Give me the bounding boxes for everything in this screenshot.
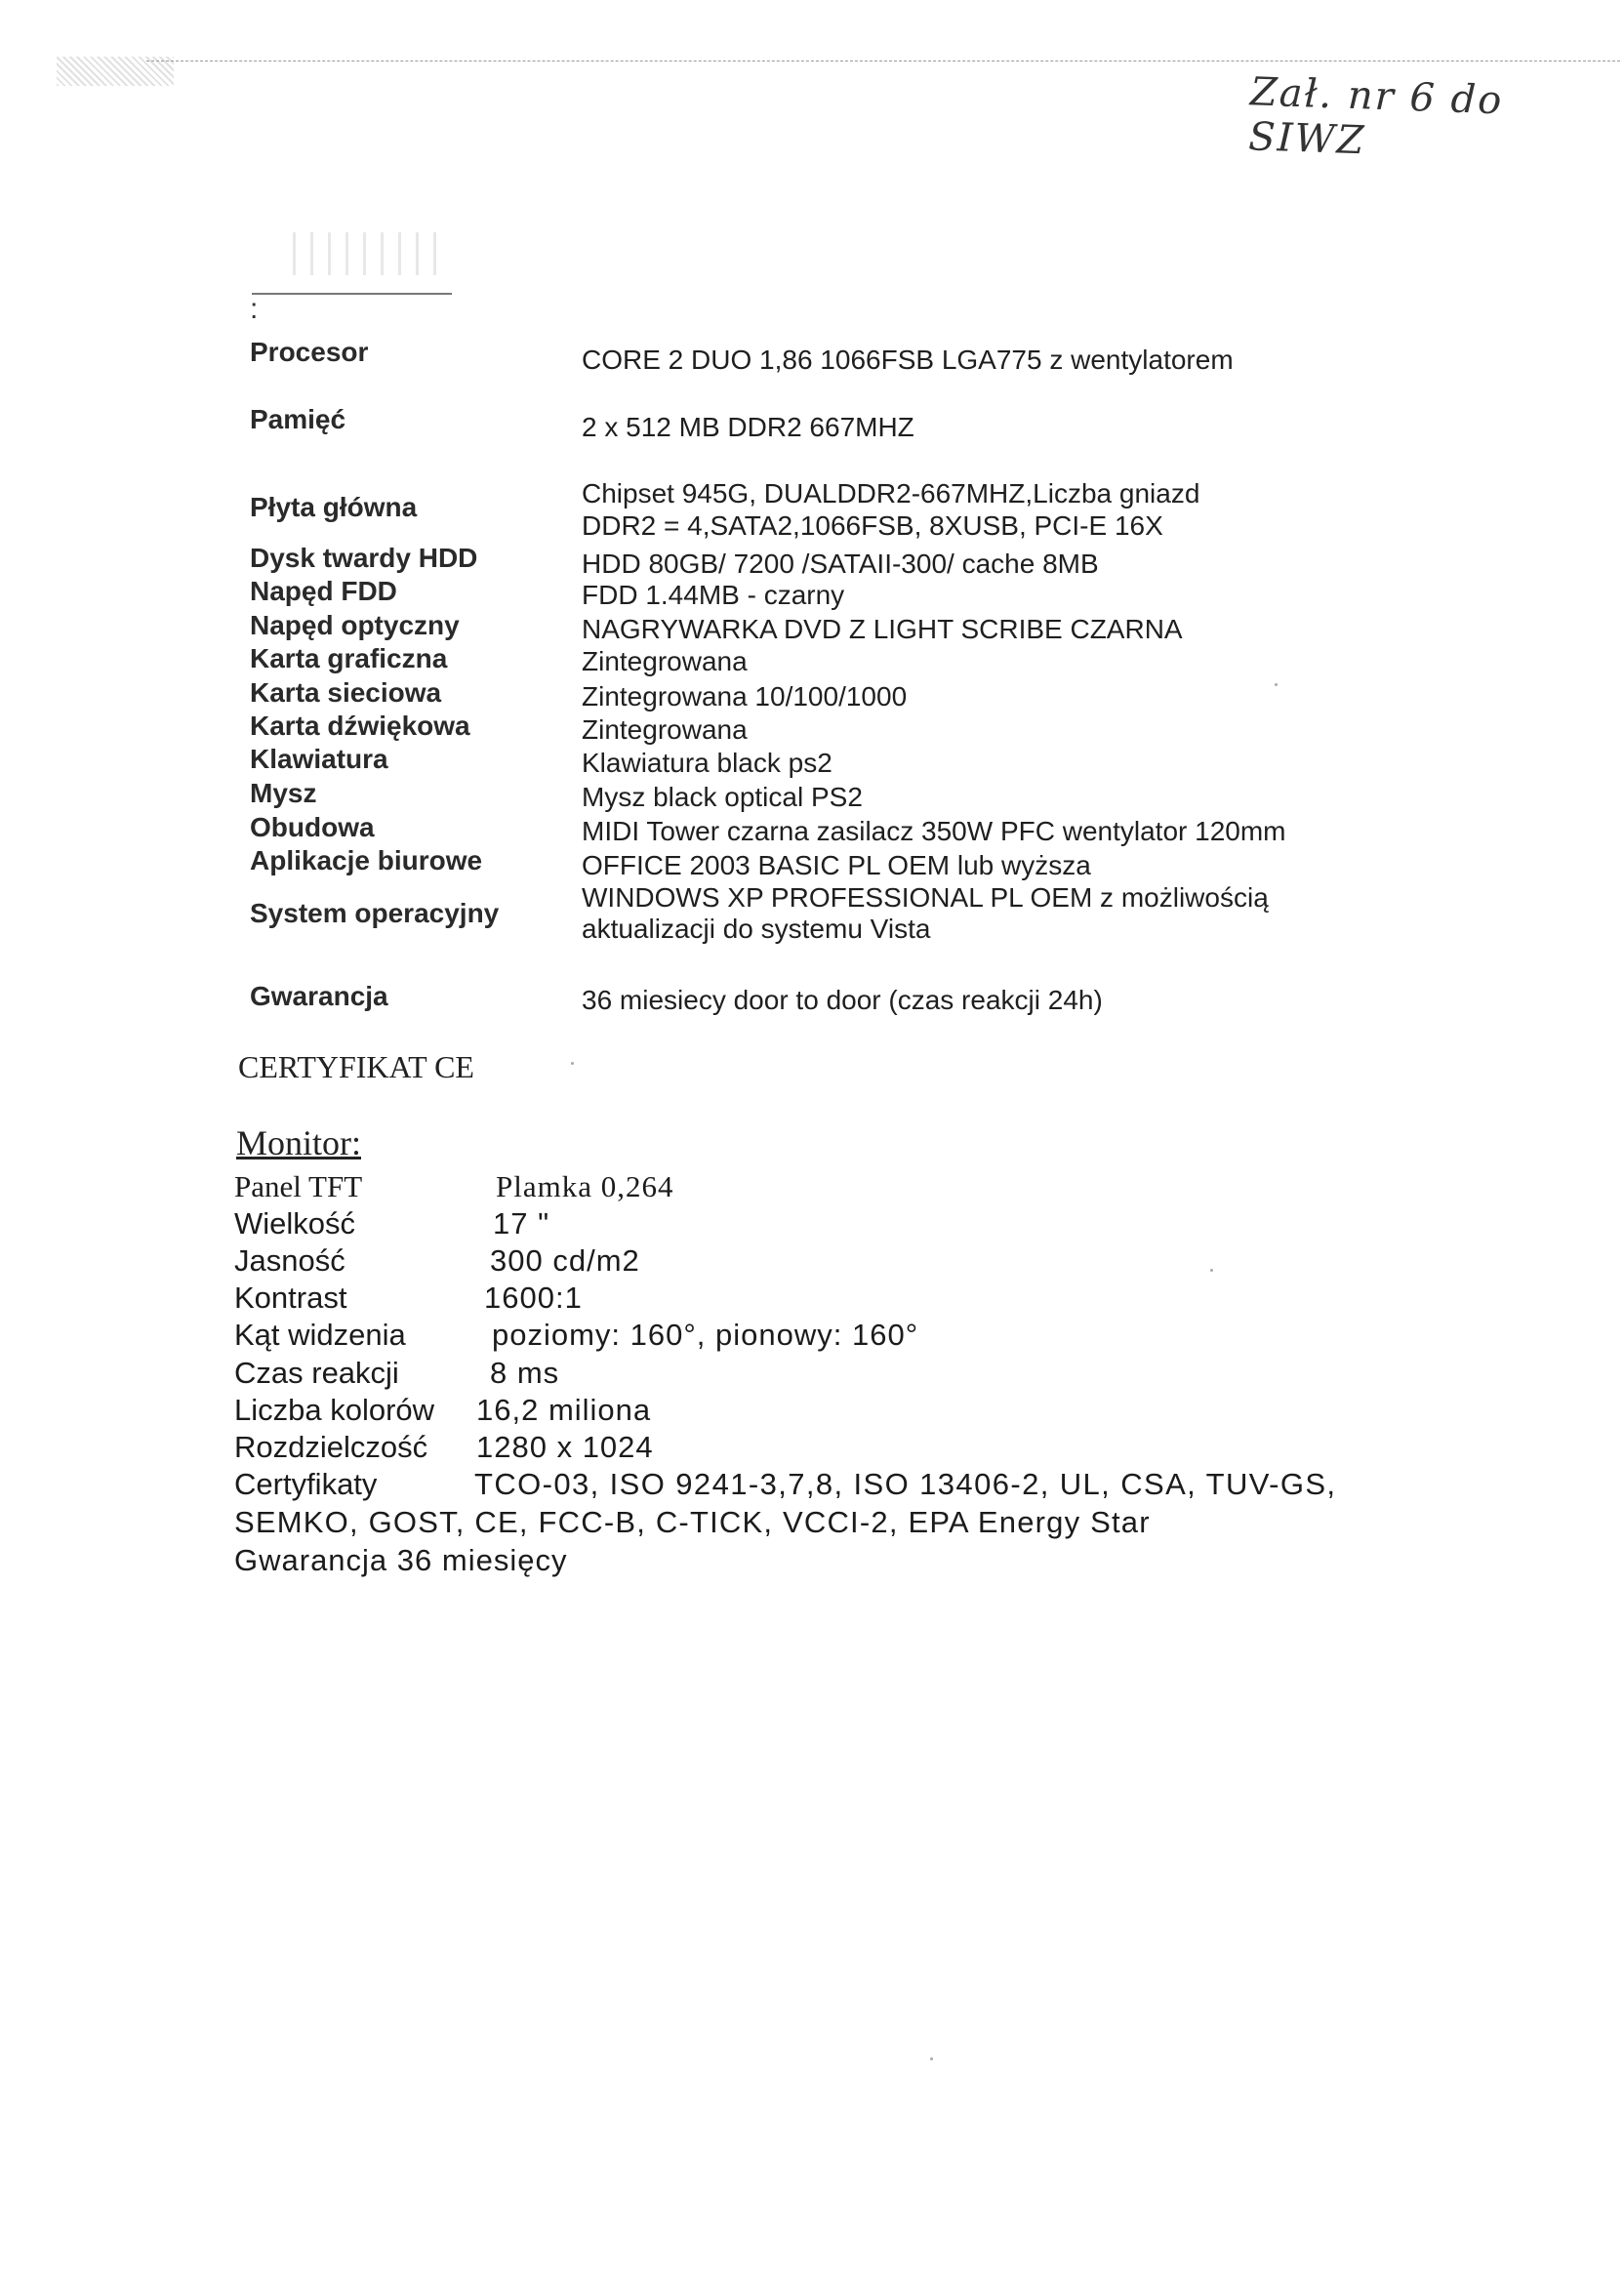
monitor-label: Kąt widzenia [234,1318,406,1352]
scan-speck [1210,1269,1213,1272]
spec-label: Napęd FDD [250,576,397,606]
monitor-value: 300 cd/m2 [490,1243,640,1278]
spec-value: HDD 80GB/ 7200 /SATAII-300/ cache 8MB [582,549,1099,579]
spec-value: Chipset 945G, DUALDDR2-667MHZ,Liczba gniazd [582,478,1200,508]
monitor-label: Certyfikaty [234,1467,378,1501]
monitor-value: 8 ms [490,1356,560,1390]
spec-label: Karta sieciowa [250,677,442,708]
spec-label: Aplikacje biurowe [250,845,483,875]
scan-speck [571,1062,574,1065]
monitor-cert-continuation: SEMKO, GOST, CE, FCC-B, C-TICK, VCCI-2, EPA Energy Star [234,1505,1151,1539]
scan-speck [930,2057,933,2060]
monitor-label: Panel TFT [234,1169,363,1203]
spec-value: WINDOWS XP PROFESSIONAL PL OEM z możliwością [582,882,1269,913]
monitor-value: 1600:1 [484,1281,583,1315]
spec-label: Gwarancja [250,981,388,1011]
spec-value-cont: DDR2 = 4,SATA2,1066FSB, 8XUSB, PCI-E 16X [582,510,1163,541]
spec-label: Procesor [250,337,369,367]
spec-value: Klawiatura black ps2 [582,748,832,778]
spec-value: FDD 1.44MB - czarny [582,580,845,610]
spec-value: Mysz black optical PS2 [582,782,863,812]
spec-value: MIDI Tower czarna zasilacz 350W PFC wentylator 120mm [582,816,1286,846]
spec-value: 2 x 512 MB DDR2 667MHZ [582,412,914,442]
monitor-label: Czas reakcji [234,1356,399,1390]
spec-value: OFFICE 2003 BASIC PL OEM lub wyższa [582,850,1091,880]
spec-value: Zintegrowana [582,714,748,745]
spec-value: CORE 2 DUO 1,86 1066FSB LGA775 z wentylatorem [582,345,1234,375]
monitor-value: 16,2 miliona [476,1393,652,1427]
spec-label: Płyta główna [250,492,418,522]
monitor-value: poziomy: 160°, pionowy: 160° [492,1318,919,1352]
spec-label: Mysz [250,778,317,808]
monitor-label: Kontrast [234,1281,347,1315]
monitor-value: 17 " [493,1206,550,1241]
spec-value: Zintegrowana 10/100/1000 [582,681,908,712]
spec-value: 36 miesiecy door to door (czas reakcji 24h) [582,985,1103,1015]
spec-label: Karta dźwiękowa [250,711,470,741]
spec-label: Karta graficzna [250,643,448,673]
spec-value: NAGRYWARKA DVD Z LIGHT SCRIBE CZARNA [582,614,1183,644]
monitor-label: Rozdzielczość [234,1430,428,1464]
monitor-value: TCO-03, ISO 9241-3,7,8, ISO 13406-2, UL, CSA, TUV-GS, [474,1467,1337,1501]
monitor-warranty: Gwarancja 36 miesięcy [234,1543,568,1577]
handwritten-note: Zał. nr 6 do SIWZ [1247,69,1505,164]
faded-stamp [293,232,439,275]
spec-label: Obudowa [250,812,375,842]
spec-value-cont: aktualizacji do systemu Vista [582,914,931,944]
monitor-label: Wielkość [234,1206,356,1241]
colon-mark: : [250,293,259,325]
spec-label: Dysk twardy HDD [250,543,478,573]
spec-value: Zintegrowana [582,646,748,676]
monitor-label: Liczba kolorów [234,1393,435,1427]
spec-label: System operacyjny [250,898,500,928]
monitor-value: 1280 x 1024 [476,1430,654,1464]
monitor-title: Monitor: [236,1123,362,1162]
scan-speck [1275,683,1278,686]
monitor-value: Plamka 0,264 [496,1169,674,1203]
spec-label: Klawiatura [250,744,388,774]
spec-label: Pamięć [250,404,346,434]
spec-label: Napęd optyczny [250,610,460,640]
monitor-label: Jasność [234,1243,345,1278]
certificate-ce: CERTYFIKAT CE [238,1049,474,1084]
stamp-underline [252,293,452,295]
